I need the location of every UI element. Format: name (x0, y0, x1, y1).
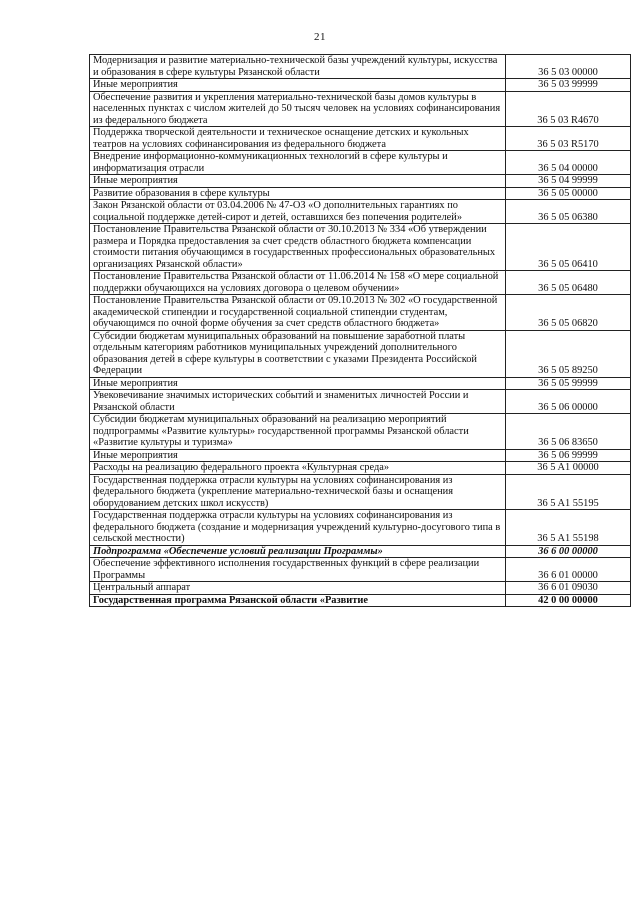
row-name-cell: Иные мероприятия (90, 175, 506, 188)
row-name-cell: Субсидии бюджетам муниципальных образований на реализацию мероприятий подпрограммы «Развитие культуры» государственной программы Рязанской области «Развитие культуры и туризма» (90, 414, 506, 450)
row-code-cell: 36 5 05 99999 (506, 377, 631, 390)
row-name-cell: Расходы на реализацию федерального проекта «Культурная среда» (90, 462, 506, 475)
table-row (90, 151, 631, 175)
row-code-cell: 36 5 06 99999 (506, 449, 631, 462)
row-name-cell: Субсидии бюджетам муниципальных образований на повышение заработной платы отдельным категориям работников муниципальных учреждений дополнительного образования детей в сфере культуры в соответствии с указами Президента Российской Федерации (90, 330, 506, 377)
table-row (90, 390, 631, 414)
row-code-cell: 36 5 05 06820 (506, 295, 631, 331)
row-name-cell: Центральный аппарат (90, 582, 506, 595)
row-code-cell: 36 6 00 00000 (506, 545, 631, 558)
row-name-cell: Постановление Правительства Рязанской области от 11.06.2014 № 158 «О мере социальной поддержки обучающихся на условиях договора о целевом обучении» (90, 271, 506, 295)
row-code-cell: 36 5 03 99999 (506, 79, 631, 92)
row-code-cell: 36 5 A1 55198 (506, 510, 631, 546)
row-code-cell: 36 5 05 89250 (506, 330, 631, 377)
row-code-cell: 36 5 A1 55195 (506, 474, 631, 510)
table-row (90, 55, 631, 79)
table-row (90, 414, 631, 450)
row-code-cell: 36 5 05 06480 (506, 271, 631, 295)
row-code-cell: 36 5 03 00000 (506, 55, 631, 79)
table-row (90, 271, 631, 295)
table-row (90, 200, 631, 224)
row-name-cell: Иные мероприятия (90, 377, 506, 390)
row-name-cell: Постановление Правительства Рязанской области от 30.10.2013 № 334 «Об утверждении размера и Порядка предоставления за счет средств областного бюджета компенсации стоимости питания обучающимся в государственных профессиональных образовательных организациях Рязанской области» (90, 224, 506, 271)
table-row (90, 449, 631, 462)
row-code-cell: 36 5 03 R5170 (506, 127, 631, 151)
table-row (90, 175, 631, 188)
table-row (90, 377, 631, 390)
table-row (90, 462, 631, 475)
row-name-cell: Закон Рязанской области от 03.04.2006 № 47-ОЗ «О дополнительных гарантиях по социальной поддержке детей-сирот и детей, оставшихся без попечения родителей» (90, 200, 506, 224)
row-name-cell: Подпрограмма «Обеспечение условий реализации Программы» (90, 545, 506, 558)
row-code-cell: 36 5 04 99999 (506, 175, 631, 188)
table-row (90, 330, 631, 377)
row-code-cell: 36 6 01 00000 (506, 558, 631, 582)
row-name-cell: Внедрение информационно-коммуникационных технологий в сфере культуры и информатизация отрасли (90, 151, 506, 175)
table-row (90, 558, 631, 582)
table-row (90, 594, 631, 607)
row-code-cell: 42 0 00 00000 (506, 594, 631, 607)
row-code-cell: 36 5 05 00000 (506, 187, 631, 200)
table-row (90, 474, 631, 510)
row-name-cell: Государственная программа Рязанской области «Развитие (90, 594, 506, 607)
row-code-cell: 36 6 01 09030 (506, 582, 631, 595)
row-name-cell: Иные мероприятия (90, 449, 506, 462)
row-name-cell: Обеспечение развития и укрепления материально-технической базы домов культуры в населенных пунктах с числом жителей до 50 тысяч человек на условиях софинансирования из федерального бюджета (90, 91, 506, 127)
table-row (90, 545, 631, 558)
table-row (90, 79, 631, 92)
table-row (90, 187, 631, 200)
table-row (90, 582, 631, 595)
row-name-cell: Постановление Правительства Рязанской области от 09.10.2013 № 302 «О государственной академической стипендии и государственной социальной стипендии студентам, обучающимся по очной форме обучения за счет средств областного бюджета» (90, 295, 506, 331)
table-row (90, 127, 631, 151)
table-row (90, 224, 631, 271)
budget-classification-table (89, 54, 631, 607)
row-code-cell: 36 5 05 06410 (506, 224, 631, 271)
row-name-cell: Развитие образования в сфере культуры (90, 187, 506, 200)
table-row (90, 91, 631, 127)
row-name-cell: Поддержка творческой деятельности и техническое оснащение детских и кукольных театров на условиях софинансирования из федерального бюджета (90, 127, 506, 151)
table-row (90, 295, 631, 331)
row-name-cell: Государственная поддержка отрасли культуры на условиях софинансирования из федерального бюджета (создание и модернизация учреждений культурно-досугового типа в сельской местности) (90, 510, 506, 546)
row-code-cell: 36 5 06 83650 (506, 414, 631, 450)
row-code-cell: 36 5 06 00000 (506, 390, 631, 414)
row-code-cell: 36 5 04 00000 (506, 151, 631, 175)
row-name-cell: Увековечивание значимых исторических событий и знаменитых личностей России и Рязанской области (90, 390, 506, 414)
row-code-cell: 36 5 05 06380 (506, 200, 631, 224)
page-number: 21 (314, 31, 326, 43)
row-name-cell: Государственная поддержка отрасли культуры на условиях софинансирования из федерального бюджета (укрепление материально-технической базы и оснащения оборудованием детских школ искусств) (90, 474, 506, 510)
table-row (90, 510, 631, 546)
row-name-cell: Обеспечение эффективного исполнения государственных функций в сфере реализации Программы (90, 558, 506, 582)
table-body (90, 55, 631, 607)
row-code-cell: 36 5 03 R4670 (506, 91, 631, 127)
row-name-cell: Модернизация и развитие материально-технической базы учреждений культуры, искусства и образования в сфере культуры Рязанской области (90, 55, 506, 79)
row-code-cell: 36 5 A1 00000 (506, 462, 631, 475)
row-name-cell: Иные мероприятия (90, 79, 506, 92)
